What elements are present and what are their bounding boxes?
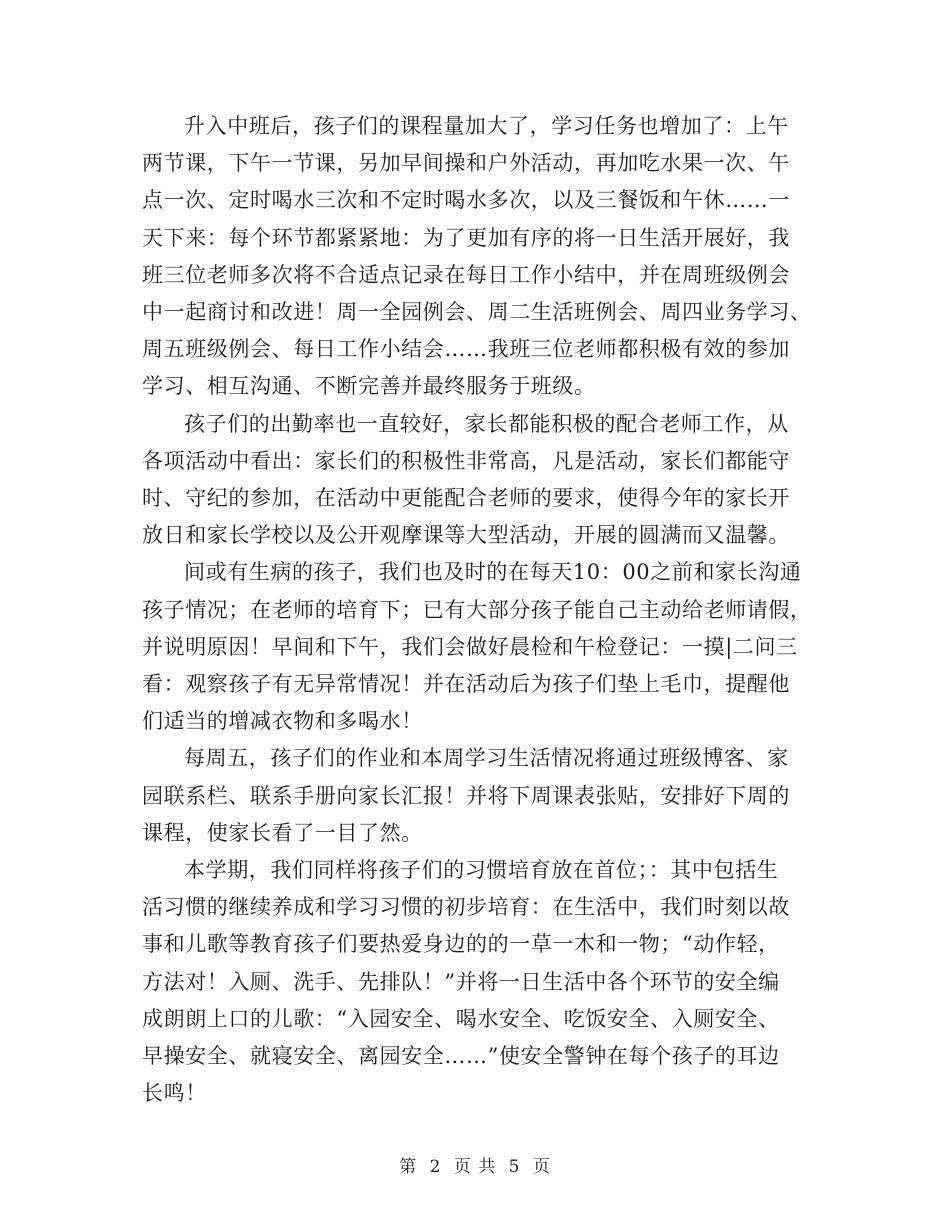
paragraph-4: 每周五，孩子们的作业和本周学习生活情况将通过班级博客、家 园联系栏、联系手册向家长汇报！并将下周课表张贴，安排好下周的 课程，使家长看了一目了然。 bbox=[142, 746, 790, 845]
body-text bbox=[142, 108, 812, 1112]
footer-middle: 页 共 bbox=[453, 1157, 497, 1177]
footer-page-number: 2 bbox=[429, 1157, 442, 1177]
footer-prefix: 第 bbox=[399, 1157, 418, 1177]
footer-total-pages: 5 bbox=[508, 1157, 521, 1177]
paragraph-2: 孩子们的出勤率也一直较好，家长都能积极的配合老师工作，从 各项活动中看出：家长们的积极性非常高，凡是活动，家长们都能守 时、守纪的参加，在活动中更能配合老师的要求，使得今年的家长开 放日和家长学校以及公开观摩课等大型活动，开展的圆满而又温馨。 bbox=[142, 411, 790, 548]
paragraph-5: 本学期，我们同样将孩子们的习惯培育放在首位；：其中包括生 活习惯的继续养成和学习习惯的初步培育：在生活中，我们时刻以故 事和儿歌等教育孩子们要热爱身边的的一草一木和一物；“动作轻， 方法对！入厕、洗手、先排队！”并将一日生活中各个环节的安全编 成朗朗上口的儿歌：“入园安全、喝水安全、吃饭安全、入厕安全、 早操安全、就寝安全、离园安全……”使安全警钟在每个孩子的耳边 长鸣！ bbox=[142, 858, 790, 1106]
footer-suffix: 页 bbox=[532, 1157, 551, 1177]
page-footer bbox=[0, 1152, 950, 1177]
paragraph-3: 间或有生病的孩子，我们也及时的在每天10：00之前和家长沟通 孩子情况；在老师的培育下；已有大部分孩子能自己主动给老师请假， 并说明原因！早间和下午，我们会做好晨检和午检登记：一摸|二问三 看：观察孩子有无异常情况！并在活动后为孩子们垫上毛巾，提醒他 们适当的增减衣物和多喝水！ bbox=[142, 560, 812, 734]
paragraph-1: 升入中班后，孩子们的课程量加大了，学习任务也增加了：上午 两节课，下午一节课，另加早间操和户外活动，再加吃水果一次、午 点一次、定时喝水三次和不定时喝水多次，以及三餐饭和午休……一 天下来：每个环节都紧紧地：为了更加有序的将一日生活开展好，我 班三位老师多次将不合适点记录在每日工作小结中，并在周班级例会 中一起商讨和改进！周一全园例会、周二生活班例会、周四业务学习、 周五班级例会、每日工作小结会……我班三位老师都积极有效的参加 学习、相互沟通、不断完善并最终服务于班级。 bbox=[142, 114, 812, 399]
